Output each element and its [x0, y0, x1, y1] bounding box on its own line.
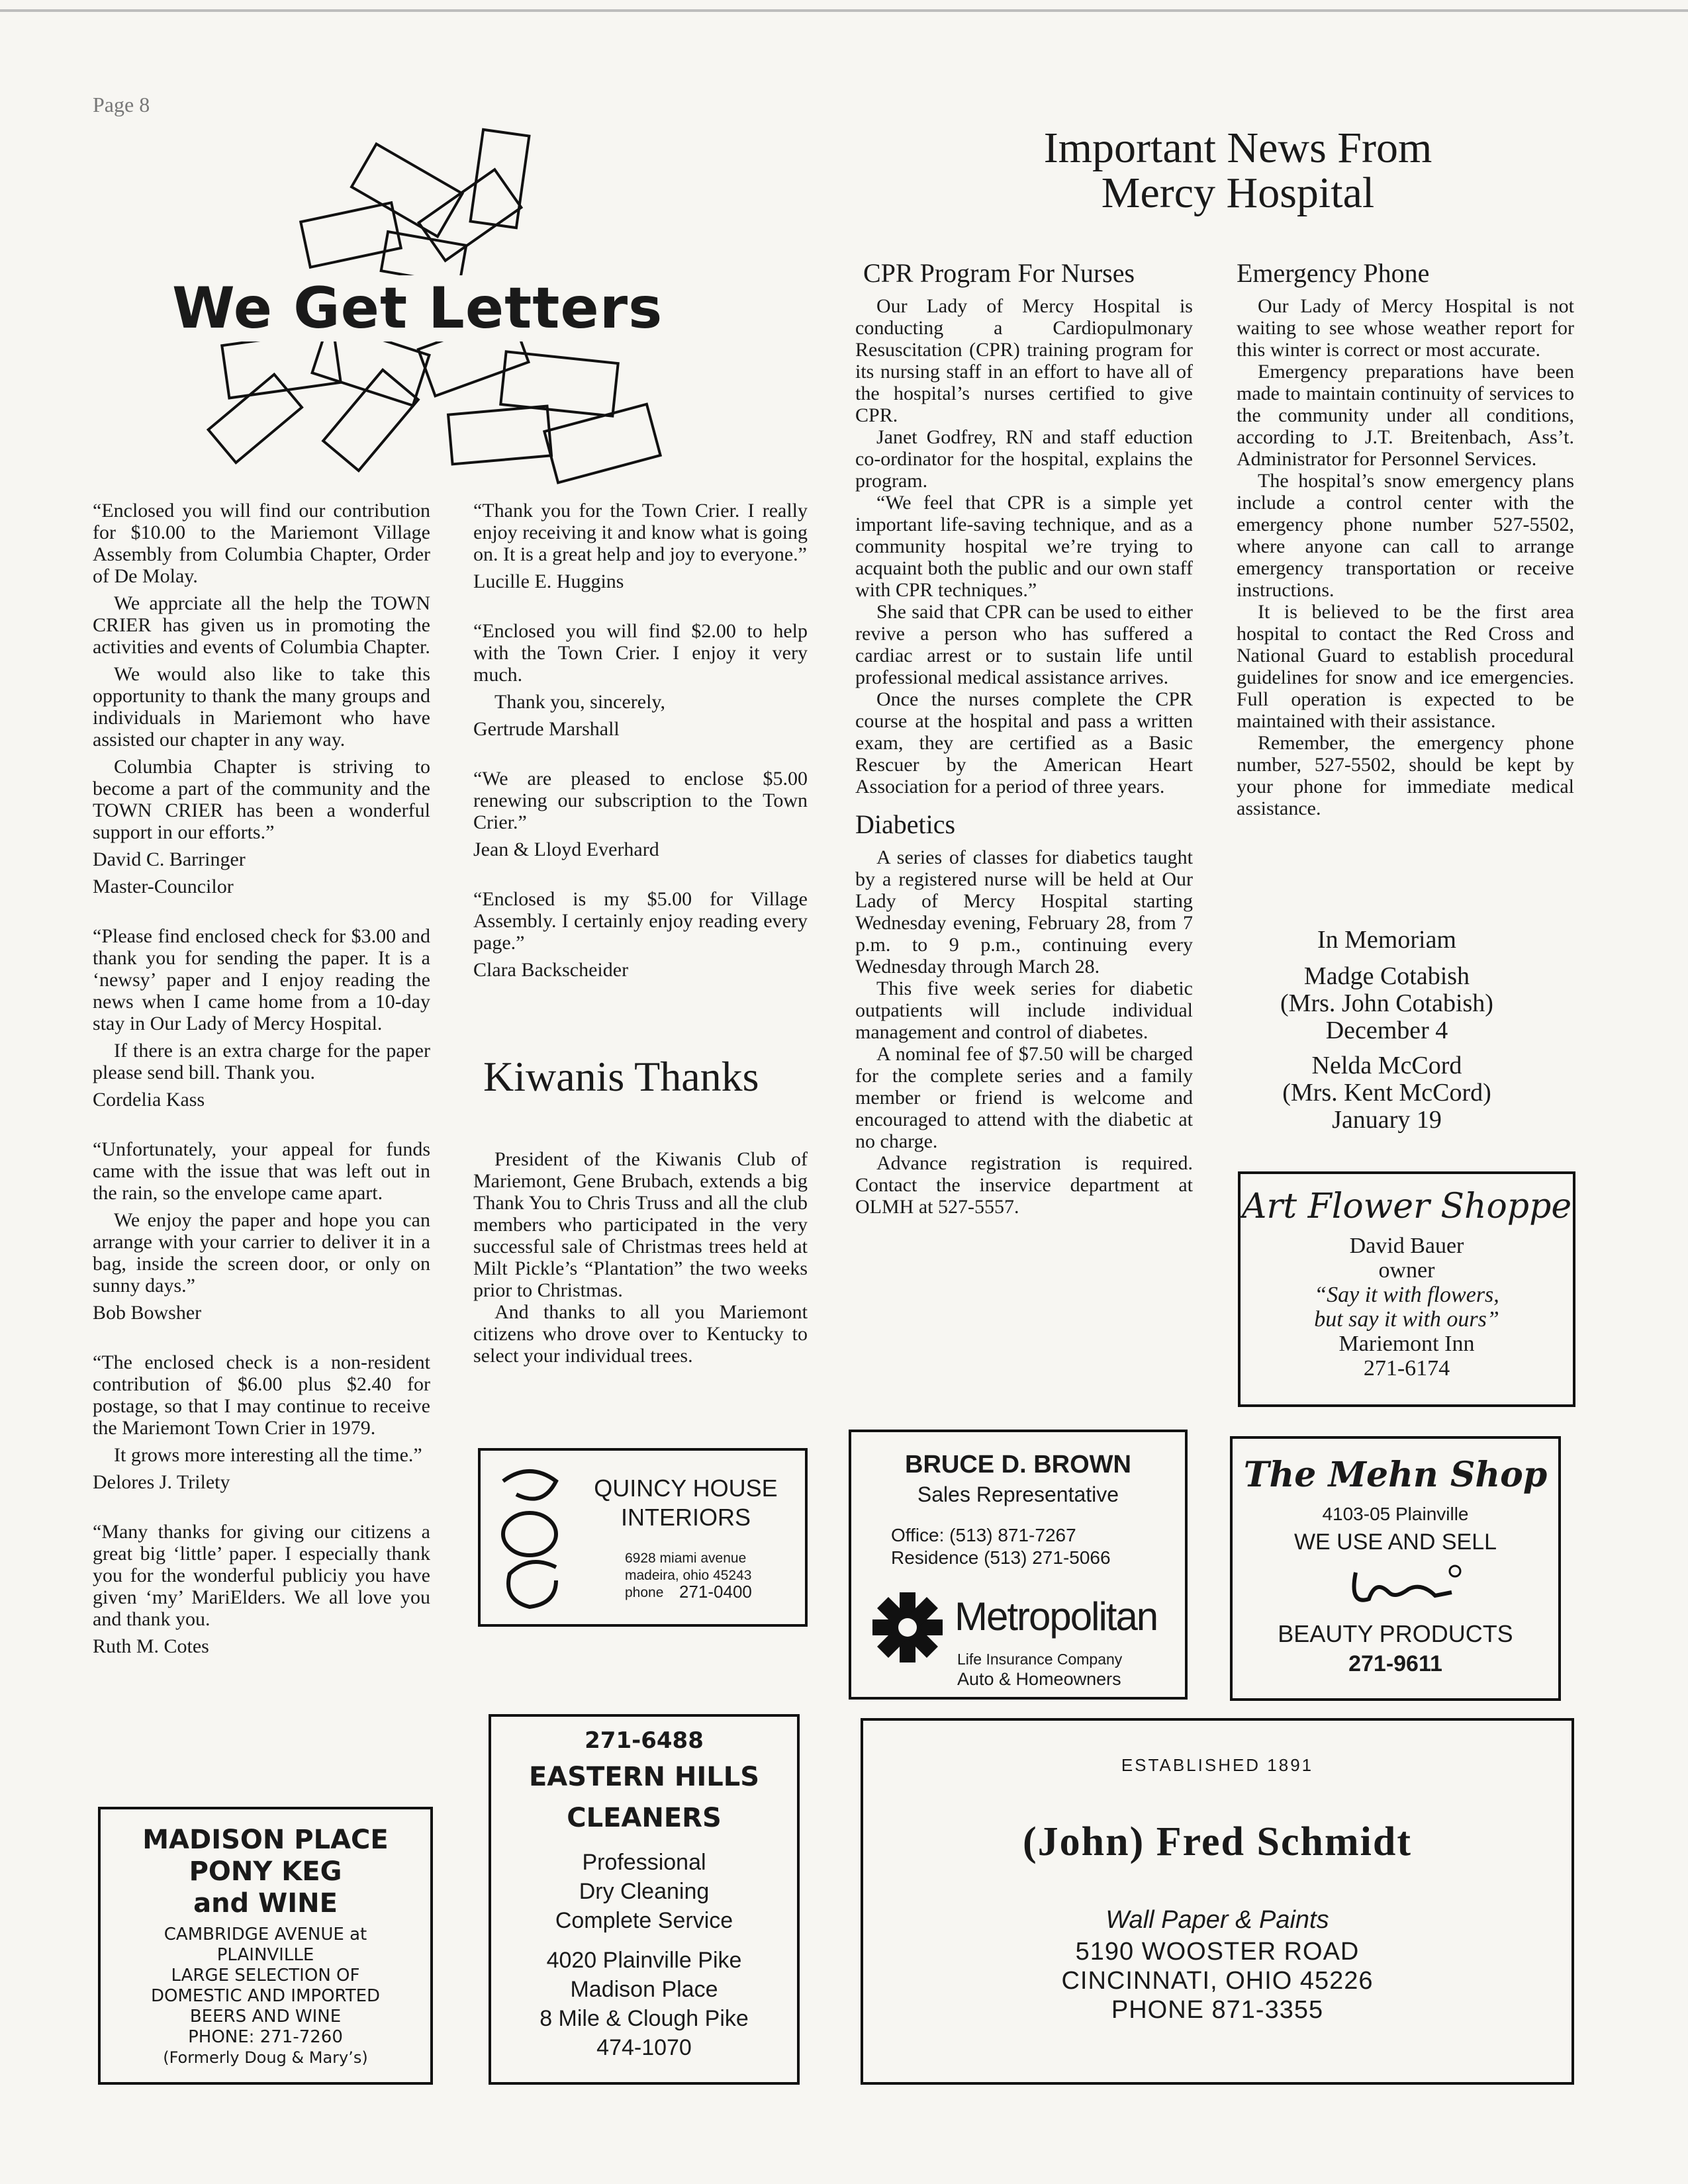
page-number: Page 8	[93, 93, 150, 116]
letter-signature: Cordelia Kass	[93, 1089, 205, 1111]
bruce-residence-phone: Residence (513) 271-5066	[891, 1547, 1111, 1568]
cpr-paragraph: She said that CPR can be used to either revive a person who has suffered a cardiac arrest or to sustain life until professional medical assistance arrives.	[855, 601, 1193, 688]
letter-signature: Lucille E. Huggins	[473, 570, 624, 592]
eastern-phone-top: 271-6488	[585, 1727, 704, 1754]
emergency-heading: Emergency Phone	[1237, 258, 1430, 288]
eastern-address-3: 8 Mile & Clough Pike	[539, 2006, 749, 2031]
memoriam-name: Madge Cotabish	[1303, 962, 1470, 990]
emergency-paragraph: Our Lady of Mercy Hospital is not waiting to see whose weather report for this winter is correct or most accurate.	[1237, 295, 1574, 361]
letter-paragraph: We enjoy the paper and hope you can arrange with your carrier to deliver it in a bag, inside the screen door, or only on sunny days.”	[93, 1209, 430, 1297]
memoriam-title: In Memoriam	[1317, 926, 1456, 954]
art-flower-slogan-2: but say it with ours”	[1314, 1307, 1499, 1332]
letters-column-2	[473, 500, 808, 1009]
letter-paragraph: “Please find enclosed check for $3.00 and thank you for sending the paper. It is a ‘newsy’ paper and I enjoy reading the news when I came home from a 10-day stay in Our Lady of Mercy Hospital.	[93, 925, 430, 1034]
letter-signature: Ruth M. Cotes	[93, 1635, 209, 1657]
letter-paragraph: We apprciate all the help the TOWN CRIER has given us in promoting the activities and events of Columbia Chapter.	[93, 592, 430, 658]
eastern-line-2: Dry Cleaning	[579, 1879, 710, 1904]
mercy-column-1	[855, 258, 1193, 1218]
art-flower-phone: 271-6174	[1363, 1356, 1450, 1381]
letter-everhard	[473, 768, 808, 860]
kiwanis-paragraph: President of the Kiwanis Club of Mariemont, Gene Brubach, extends a big Thank You to Chris Truss and all the club members who participated in the very successful sale of Christmas trees held at Milt Pickle’s “Plantation” the two weeks prior to Christmas.	[473, 1148, 808, 1301]
metropolitan-sub-2: Auto & Homeowners	[957, 1669, 1121, 1689]
diabetics-paragraph: A nominal fee of $7.50 will be charged for the complete series and a family member or friend is welcome and encouraged to attend with the diabetic at no charge.	[855, 1043, 1193, 1152]
letter-bowsher	[93, 1138, 430, 1324]
diabetics-heading: Diabetics	[855, 809, 956, 839]
in-memoriam	[1238, 927, 1536, 1134]
madison-line-2: PONY KEG	[189, 1856, 342, 1887]
memoriam-date: January 19	[1332, 1106, 1442, 1134]
madison-address-1: CAMBRIDGE AVENUE at	[164, 1925, 367, 1944]
page-top-rule	[0, 9, 1688, 12]
eastern-name-1: EASTERN HILLS	[528, 1762, 760, 1792]
diabetics-paragraph: This five week series for diabetic outpatients will include individual management and control of diabetes.	[855, 978, 1193, 1043]
letter-paragraph: Columbia Chapter is striving to become a part of the community and the TOWN CRIER has been a wonderful support in our efforts.”	[93, 756, 430, 843]
memoriam-spouse: (Mrs. John Cotabish)	[1280, 989, 1493, 1017]
mehn-slogan: WE USE AND SELL	[1293, 1529, 1497, 1555]
letter-signature: Jean & Lloyd Everhard	[473, 839, 659, 860]
emergency-paragraph: Remember, the emergency phone number, 527-5502, should be kept by your phone for immediate medical assistance.	[1237, 732, 1574, 819]
letter-signature: David C. Barringer	[93, 848, 246, 870]
madison-text-3: BEERS AND WINE	[189, 2007, 342, 2026]
letter-paragraph: “Many thanks for giving our citizens a great big ‘little’ paper. I especially thank you for the wonderful publiciy you have given ‘my’ MariElders. We all love you and thank you.	[93, 1521, 430, 1630]
letter-paragraph: “Unfortunately, your appeal for funds came with the issue that was left out in the rain, so the envelope came apart.	[93, 1138, 430, 1204]
kiwanis-article	[473, 1148, 808, 1367]
letter-huggins	[473, 500, 808, 592]
art-flower-location: Mariemont Inn	[1338, 1332, 1475, 1356]
madison-text-2: DOMESTIC AND IMPORTED	[150, 1986, 381, 2006]
schmidt-address-2: CINCINNATI, OHIO 45226	[1061, 1967, 1374, 1995]
memoriam-date: December 4	[1325, 1017, 1448, 1044]
quincy-address-2: madeira, ohio 45243	[625, 1568, 752, 1583]
quincy-phone-label: phone	[625, 1585, 664, 1600]
ad-art-flower-shoppe	[1238, 1171, 1575, 1407]
letter-signature: Delores J. Trilety	[93, 1471, 230, 1493]
letter-backscheider	[473, 888, 808, 981]
letter-paragraph: “The enclosed check is a non-resident contribution of $6.00 plus $2.40 for postage, so that I may continue to receive the Mariemont Town Crier in 1979.	[93, 1351, 430, 1439]
schmidt-name: (John) Fred Schmidt	[1022, 1819, 1412, 1864]
schmidt-established: ESTABLISHED 1891	[1121, 1755, 1314, 1775]
eastern-line-1: Professional	[582, 1850, 706, 1875]
madison-text-1: LARGE SELECTION OF	[171, 1966, 360, 1985]
quincy-name-2: INTERIORS	[620, 1504, 751, 1531]
quincy-phone: 271-0400	[679, 1582, 752, 1602]
eastern-name-2: CLEANERS	[567, 1803, 722, 1833]
art-flower-name: Art Flower Shoppe	[1241, 1187, 1572, 1226]
letter-barringer	[93, 500, 430, 897]
art-flower-owner-label: owner	[1378, 1258, 1435, 1283]
mehn-products: BEAUTY PRODUCTS	[1278, 1620, 1513, 1647]
madison-line-3: and WINE	[193, 1888, 338, 1919]
cpr-paragraph: Once the nurses complete the CPR course at the hospital and pass a written exam, they are certified as a Basic Rescuer by the American Heart Association for a period of three years.	[855, 688, 1193, 797]
madison-former: (Formerly Doug & Mary’s)	[163, 2048, 368, 2067]
kiwanis-paragraph: And thanks to all you Mariemont citizens who drove over to Kentucky to select your individual trees.	[473, 1301, 808, 1367]
schmidt-address-1: 5190 WOOSTER ROAD	[1075, 1938, 1360, 1966]
ad-quincy-house	[478, 1448, 808, 1627]
mercy-title	[1006, 126, 1470, 216]
schmidt-trade: Wall Paper & Paints	[1105, 1906, 1329, 1934]
quincy-name-1: QUINCY HOUSE	[594, 1475, 778, 1502]
letter-paragraph: We would also like to take this opportunity to thank the many groups and individuals in Mariemont who have assisted our chapter in any way.	[93, 663, 430, 751]
cpr-paragraph: Our Lady of Mercy Hospital is conducting a Cardiopulmonary Resuscitation (CPR) training program for its nursing staff in an effort to have all of the hospital’s nurses certified to give CPR.	[855, 295, 1193, 426]
cpr-heading: CPR Program For Nurses	[863, 258, 1135, 288]
eastern-address-1: 4020 Plainville Pike	[546, 1948, 742, 1973]
eastern-phone-bottom: 474-1070	[596, 2035, 692, 2060]
letter-paragraph: “Enclosed you will find our contribution for $10.00 to the Mariemont Village Assembly from Columbia Chapter, Order of De Molay.	[93, 500, 430, 587]
letter-kass	[93, 925, 430, 1111]
bruce-title: Sales Representative	[917, 1482, 1119, 1506]
ad-fred-schmidt	[861, 1718, 1574, 2085]
letter-signature: Gertrude Marshall	[473, 718, 620, 740]
ad-eastern-hills-cleaners	[489, 1714, 800, 2085]
letter-paragraph: It grows more interesting all the time.”	[114, 1444, 422, 1466]
madison-phone: PHONE: 271-7260	[188, 2027, 343, 2047]
letter-paragraph: If there is an extra charge for the paper please send bill. Thank you.	[93, 1040, 430, 1083]
metropolitan-logo-icon	[868, 1588, 947, 1666]
memoriam-spouse: (Mrs. Kent McCord)	[1282, 1079, 1491, 1107]
letter-signature: Clara Backscheider	[473, 959, 629, 981]
ad-metropolitan	[849, 1430, 1188, 1700]
quincy-monogram-icon	[490, 1461, 569, 1617]
quincy-address-1: 6928 miami avenue	[625, 1551, 747, 1566]
madison-line-1: MADISON PLACE	[142, 1825, 389, 1855]
redken-signature-logo-icon	[1329, 1559, 1462, 1619]
bruce-name: BRUCE D. BROWN	[905, 1451, 1131, 1479]
mercy-title-line-2: Mercy Hospital	[1101, 169, 1375, 217]
metropolitan-sub-1: Life Insurance Company	[957, 1651, 1123, 1668]
art-flower-slogan-1: “Say it with flowers,	[1314, 1283, 1499, 1307]
bruce-office-phone: Office: (513) 871-7267	[891, 1525, 1076, 1545]
mehn-address: 4103-05 Plainville	[1322, 1504, 1469, 1524]
emergency-paragraph: Emergency preparations have been made to maintain continuity of services to the community under all conditions, according to J.T. Breitenbach, Ass’t. Administrator for Personnel Services.	[1237, 361, 1574, 470]
cpr-paragraph: “We feel that CPR is a simple yet important life-saving technique, and as a community hospital we’re trying to acquaint both the public and our own staff with CPR techniques.”	[855, 492, 1193, 601]
madison-address-2: PLAINVILLE	[216, 1945, 314, 1965]
kiwanis-title: Kiwanis Thanks	[483, 1053, 759, 1100]
diabetics-paragraph: A series of classes for diabetics taught by a registered nurse will be held at Our Lady of Mercy Hospital starting Wednesday evening, February 28, from 7 p.m. to 9 p.m., continuing every Wednesday through March 28.	[855, 846, 1193, 978]
cpr-paragraph: Janet Godfrey, RN and staff eduction co-ordinator for the hospital, explains the program.	[855, 426, 1193, 492]
mehn-phone: 271-9611	[1348, 1651, 1442, 1676]
emergency-paragraph: The hospital’s snow emergency plans include a control center with the emergency phone number 527-5502, where anyone can call to arrange emergency transportation or receive instructions.	[1237, 470, 1574, 601]
letter-signature-title: Master-Councilor	[93, 876, 234, 897]
emergency-paragraph: It is believed to be the first area hospital to contact the Red Cross and National Guard to establish procedural guidelines for snow and ice emergencies. Full operation is expected to be maintained with their assistance.	[1237, 601, 1574, 732]
schmidt-phone: PHONE 871-3355	[1111, 1996, 1324, 2024]
letter-paragraph: Thank you, sincerely,	[494, 691, 665, 713]
letter-paragraph: “Enclosed is my $5.00 for Village Assembly. I certainly enjoy reading every page.”	[473, 888, 808, 954]
letter-marshall	[473, 620, 808, 740]
eastern-address-2: Madison Place	[570, 1977, 718, 2002]
letters-masthead	[172, 119, 702, 490]
memoriam-name: Nelda McCord	[1311, 1052, 1462, 1079]
letter-cotes	[93, 1521, 430, 1657]
mercy-title-line-1: Important News From	[1043, 124, 1432, 172]
letter-signature: Bob Bowsher	[93, 1302, 202, 1324]
letter-paragraph: “Thank you for the Town Crier. I really enjoy receiving it and know what is going on. It is a great help and joy to everyone.”	[473, 500, 808, 565]
mehn-name: The Mehn Shop	[1243, 1455, 1548, 1495]
letter-paragraph: “Enclosed you will find $2.00 to help with the Town Crier. I enjoy it very much.	[473, 620, 808, 686]
metropolitan-company: Metropolitan	[955, 1594, 1158, 1639]
letter-paragraph: “We are pleased to enclose $5.00 renewing our subscription to the Town Crier.”	[473, 768, 808, 833]
eastern-line-3: Complete Service	[555, 1908, 733, 1933]
ad-madison-place	[98, 1807, 433, 2085]
letters-column-1	[93, 500, 430, 1685]
diabetics-paragraph: Advance registration is required. Contact the inservice department at OLMH at 527-5557.	[855, 1152, 1193, 1218]
letters-title: We Get Letters	[172, 275, 702, 341]
ad-mehn-shop	[1230, 1436, 1561, 1701]
art-flower-owner-name: David Bauer	[1349, 1234, 1464, 1258]
letter-trilety	[93, 1351, 430, 1493]
mercy-column-2	[1237, 258, 1574, 819]
